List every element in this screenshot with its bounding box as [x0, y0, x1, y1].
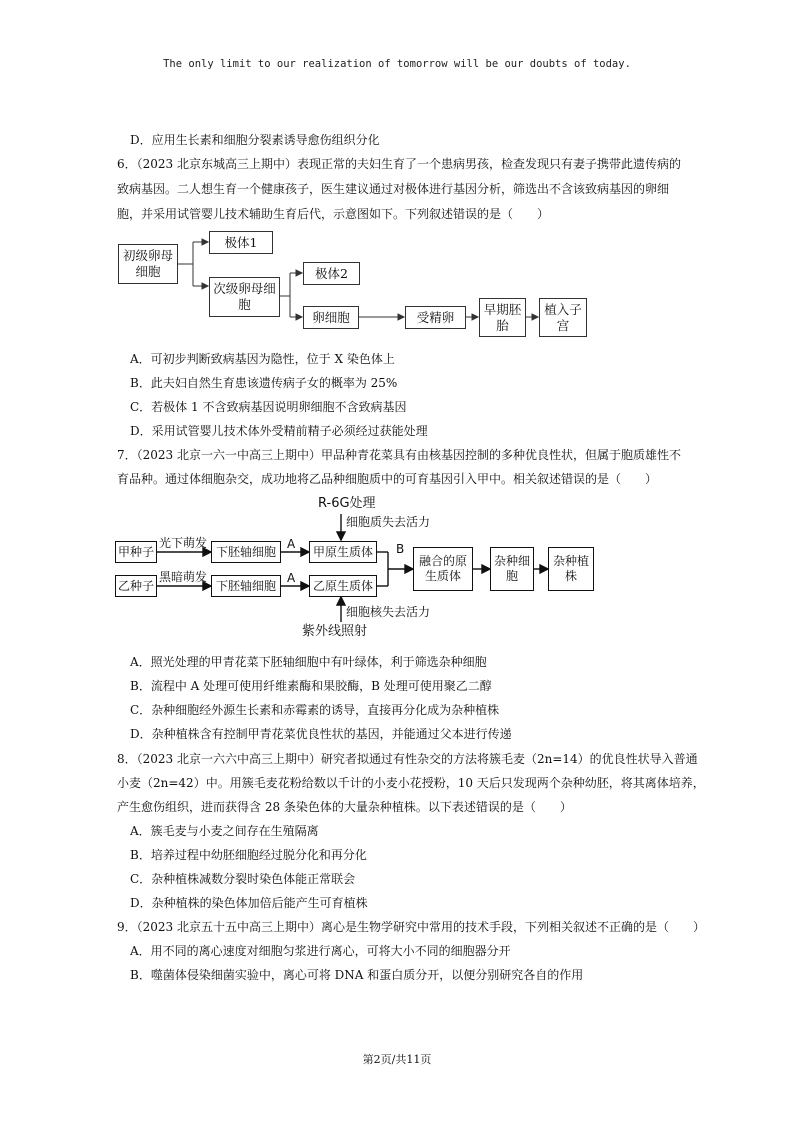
protoplast-a-box: 甲原生质体: [309, 541, 377, 563]
nucleus-inactivated-label: 细胞核失去活力: [346, 605, 431, 619]
zygote-box: 受精卵: [405, 306, 466, 329]
q8-stem-line-3: 产生愈伤组织，进而获得含 28 条染色体的大量杂种植株。以下表述错误的是（ ）: [117, 800, 572, 814]
q7-option-b: B．流程中 A 处理可使用纤维素酶和果胶酶，B 处理可使用聚乙二醇: [130, 679, 492, 693]
q7-stem-line-1: 7．（2023 北京一六一中高三上期中）甲品种青花菜具有由核基因控制的多种优良性状，但属于胞质雄性不: [117, 448, 681, 462]
page-header-quote: The only limit to our realization of tomorrow will be our doubts of today.: [163, 58, 631, 70]
q8-option-c: C．杂种植株减数分裂时染色体能正常联会: [130, 872, 356, 886]
q8-option-b: B．培养过程中幼胚细胞经过脱分化和再分化: [130, 848, 367, 862]
protoplast-b-box: 乙原生质体: [309, 575, 377, 597]
seed-b-box: 乙种子: [115, 575, 157, 597]
q8-option-d: D．杂种植株的染色体加倍后能产生可育植株: [130, 896, 368, 910]
q6-option-d: D．采用试管婴儿技术体外受精前精子必须经过获能处理: [130, 424, 428, 438]
q7-option-d: D．杂种植株含有控制甲青花菜优良性状的基因，并能通过父本进行传递: [130, 727, 512, 741]
r6g-treatment-label: R-6G处理: [318, 496, 376, 511]
hypocotyl-cell-a-box: 下胚轴细胞: [211, 541, 281, 563]
fused-protoplast-box: 融合的原生质体: [413, 547, 473, 591]
egg-cell-box: 卵细胞: [303, 306, 359, 329]
q6-stem-line-2: 致病基因。二人想生育一个健康孩子，医生建议通过对极体进行基因分析，筛选出不含该致病基因的卵细: [117, 182, 670, 196]
q6-option-a: A．可初步判断致病基因为隐性，位于 X 染色体上: [130, 352, 395, 366]
q9-option-b: B．噬菌体侵染细菌实验中，离心可将 DNA 和蛋白质分开，以便分别研究各自的作用: [130, 968, 584, 982]
q5-option-d: D．应用生长素和细胞分裂素诱导愈伤组织分化: [130, 133, 380, 147]
cytoplasm-inactivated-label: 细胞质失去活力: [346, 515, 431, 529]
q9-option-a: A．用不同的离心速度对细胞匀浆进行离心，可将大小不同的细胞器分开: [130, 944, 511, 958]
secondary-oocyte-box: 次级卵母细胞: [209, 277, 280, 317]
q6-option-c: C．若极体 1 不含致病基因说明卵细胞不含致病基因: [130, 400, 407, 414]
q7-option-a: A．照光处理的甲青花菜下胚轴细胞中有叶绿体，利于筛选杂种细胞: [130, 655, 487, 669]
implant-uterus-box: 植入子宫: [539, 298, 587, 337]
polar-body-2-box: 极体2: [303, 262, 360, 285]
q9-stem-line-1: 9．（2023 北京五十五中高三上期中）离心是生物学研究中常用的技术手段，下列相关叙述不正确的是（ ）: [117, 920, 705, 934]
step-a-label-2: A: [287, 571, 296, 585]
early-embryo-box: 早期胚胎: [479, 298, 526, 337]
hybrid-plant-box: 杂种植株: [548, 547, 594, 591]
step-a-label-1: A: [287, 537, 296, 551]
q8-stem-line-1: 8．（2023 北京一六六中高三上期中）研究者拟通过有性杂交的方法将簇毛麦（2n=14）的优良性状导入普通: [117, 752, 698, 766]
uv-irradiation-label: 紫外线照射: [302, 624, 368, 639]
step-b-label: B: [396, 542, 405, 556]
hypocotyl-cell-b-box: 下胚轴细胞: [211, 575, 281, 597]
q7-stem-line-2: 育品种。通过体细胞杂交，成功地将乙品种细胞质中的可育基因引入甲中。相关叙述错误的是（ ）: [117, 472, 658, 486]
primary-oocyte-box: 初级卵母细胞: [118, 244, 178, 284]
q6-option-b: B．此夫妇自然生育患该遗传病子女的概率为 25%: [130, 376, 398, 390]
q8-stem-line-2: 小麦（2n=42）中。用簇毛麦花粉给数以千计的小麦小花授粉，10 天后只发现两个杂种幼胚，将其离体培养，: [117, 776, 705, 790]
seed-a-box: 甲种子: [115, 541, 157, 563]
dark-germination-label: 黑暗萌发: [159, 570, 208, 584]
polar-body-1-box: 极体1: [209, 231, 273, 254]
hybrid-cell-box: 杂种细胞: [490, 547, 534, 591]
q7-option-c: C．杂种细胞经外源生长素和赤霉素的诱导，直接再分化成为杂种植株: [130, 703, 500, 717]
q8-option-a: A．簇毛麦与小麦之间存在生殖隔离: [130, 824, 319, 838]
q6-stem-line-1: 6．（2023 北京东城高三上期中）表现正常的夫妇生育了一个患病男孩，检查发现只有妻子携带此遗传病的: [117, 157, 681, 171]
page-footer: 第2页/共11页: [362, 1053, 432, 1066]
q6-stem-line-3: 胞，并采用试管婴儿技术辅助生育后代，示意图如下。下列叙述错误的是（ ）: [117, 207, 550, 221]
light-germination-label: 光下萌发: [159, 536, 208, 550]
